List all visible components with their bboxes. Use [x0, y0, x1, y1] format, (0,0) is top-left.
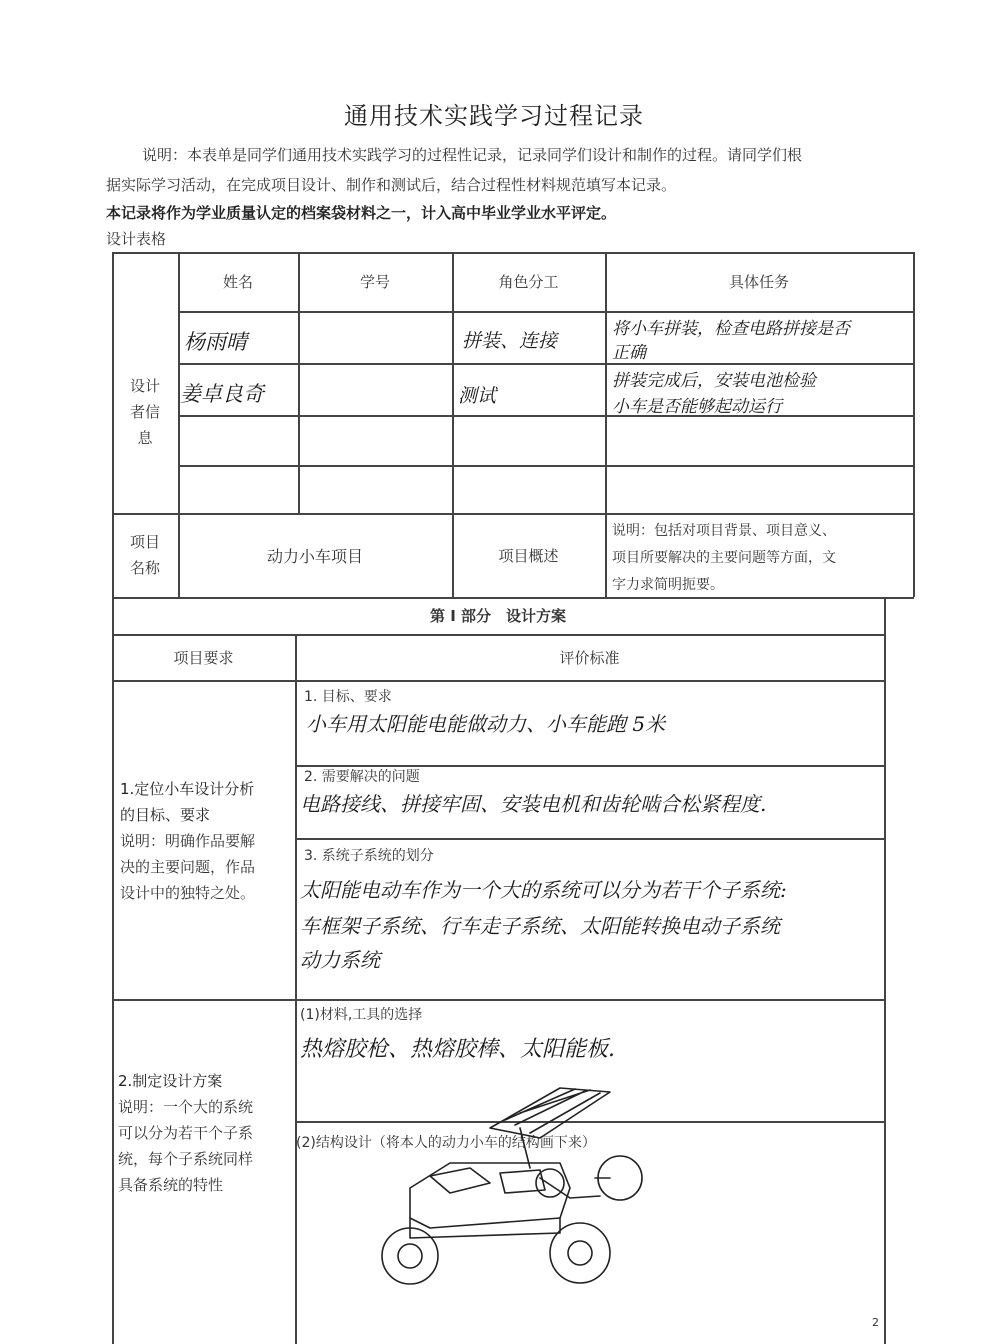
intro-line-3: 本记录将作为学业质量认定的档案袋材料之一，计入高中毕业学业水平评定。 — [106, 204, 617, 222]
section1-a3-line1: 太阳能电动车作为一个大的系统可以分为若干个子系统: — [300, 878, 787, 902]
section1-a1: 小车用太阳能电能做动力、小车能跑 5米 — [306, 712, 666, 736]
section2-a1: 热熔胶枪、热熔胶棒、太阳能板. — [300, 1037, 615, 1062]
section1-q3: 3. 系统子系统的划分 — [304, 848, 434, 864]
overview-note-3: 字力求简明扼要。 — [612, 577, 724, 593]
section1-a3-line3: 动力系统 — [300, 948, 380, 972]
section1-q1: 1. 目标、要求 — [304, 689, 392, 705]
intro-line-2: 据实际学习活动，在完成项目设计、制作和测试后，结合过程性材料规范填写本记录。 — [106, 176, 677, 194]
section1-title: 1.定位小车设计分析 — [120, 780, 255, 798]
member-1-role: 拼装、连接 — [462, 330, 558, 352]
project-name-label: 项目名称 — [129, 533, 160, 577]
section1-title-2: 的目标、要求 — [120, 806, 211, 824]
overview-note-2: 项目所要解决的主要问题等方面，文 — [612, 550, 836, 566]
car-body-sketch — [410, 1163, 570, 1228]
table-label: 设计表格 — [106, 230, 167, 248]
section2-note-3: 统，每个子系统同样 — [118, 1150, 254, 1168]
part1-heading: 第 I 部分 设计方案 — [429, 607, 567, 625]
col-project-requirements: 项目要求 — [173, 648, 234, 667]
section1-a3-line2: 车框架子系统、行车走子系统、太阳能转换电动子系统 — [300, 914, 780, 938]
section1-a2: 电路接线、拼接牢固、安装电机和齿轮啮合松紧程度. — [300, 792, 767, 816]
col-evaluation-criteria: 评价标准 — [559, 648, 620, 667]
member-2-task-line2: 小车是否能够起动运行 — [612, 397, 782, 417]
member-1-task-line1: 将小车拼装，检查电路拼接是否 — [612, 319, 850, 339]
section2-title: 2.制定设计方案 — [118, 1072, 223, 1090]
section2-q1: (1)材料,工具的选择 — [300, 1007, 423, 1023]
car-sketch — [370, 1078, 660, 1308]
solar-panel-sketch — [490, 1088, 610, 1138]
project-overview-label: 项目概述 — [498, 546, 559, 565]
section1-note-2: 决的主要问题，作品 — [120, 858, 256, 876]
designer-info-label: 设计者信息 — [129, 377, 160, 447]
member-1-task-line2: 正确 — [612, 343, 646, 363]
section2-q2: (2)结构设计（将本人的动力小车的结构画下来） — [296, 1135, 596, 1151]
member-2-name: 姜卓良奇 — [180, 382, 264, 406]
section2-note-2: 可以分为若干个子系 — [118, 1124, 254, 1142]
header-role: 角色分工 — [498, 273, 559, 291]
header-student-id: 学号 — [359, 273, 390, 291]
header-task: 具体任务 — [728, 273, 789, 291]
intro-line-1: 说明：本表单是同学们通用技术实践学习的过程性记录，记录同学们设计和制作的过程。请同学们根 — [142, 146, 803, 164]
rear-wheel-sketch — [550, 1223, 610, 1283]
member-2-role: 测试 — [458, 385, 497, 407]
section1-q2: 2. 需要解决的问题 — [304, 769, 420, 785]
page-title: 通用技术实践学习过程记录 — [344, 102, 644, 130]
page-number: 2 — [872, 1316, 879, 1329]
section2-note-1: 说明：一个大的系统 — [118, 1098, 254, 1116]
overview-note-1: 说明：包括对项目背景、项目意义、 — [612, 523, 836, 539]
member-1-name: 杨雨晴 — [184, 330, 247, 354]
section1-note-1: 说明：明确作品要解 — [120, 832, 256, 850]
header-name: 姓名 — [222, 273, 253, 291]
section1-note-3: 设计中的独特之处。 — [120, 884, 256, 902]
section2-note-4: 具备系统的特性 — [118, 1176, 224, 1194]
project-name-value: 动力小车项目 — [266, 546, 363, 566]
member-2-task-line1: 拼装完成后，安装电池检验 — [612, 371, 816, 391]
